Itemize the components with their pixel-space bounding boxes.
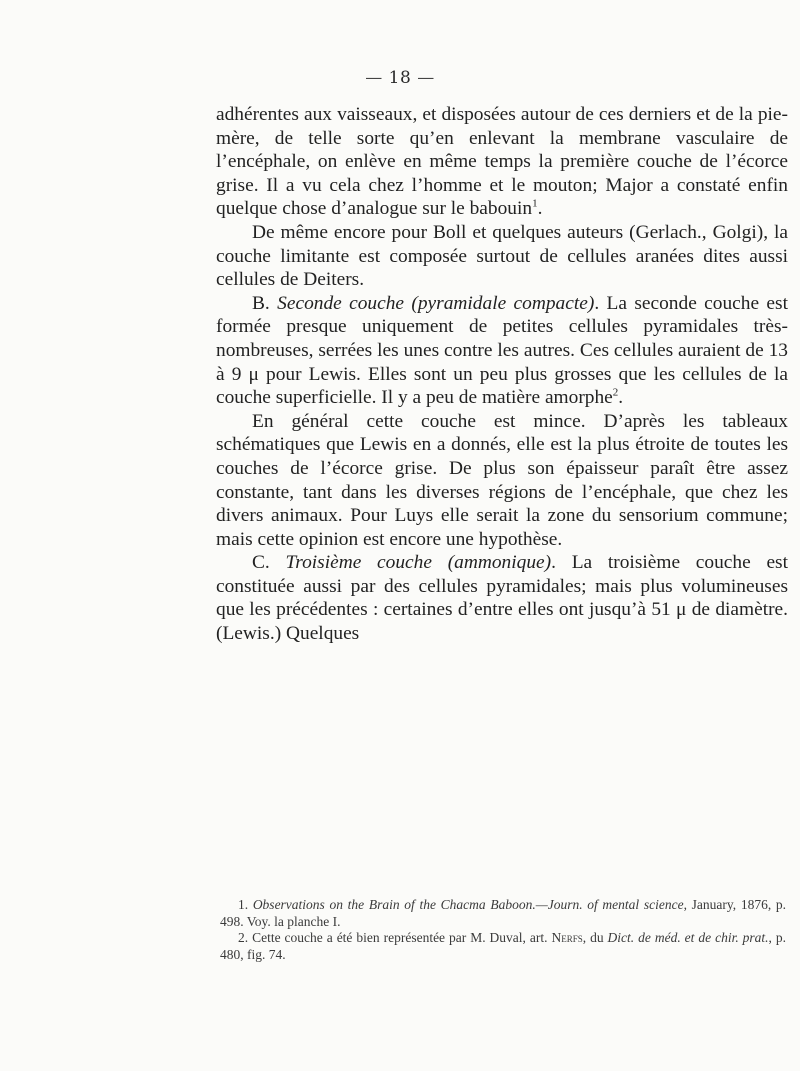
footnote-2-text-c: , p. 480, fig. 74. (220, 930, 787, 962)
footnote-2-dict-title: Dict. de méd. et de chir. prat. (607, 930, 769, 945)
section-b (216, 292, 788, 410)
section-c-text: . La troisième couche est constituée aussi par des cellules pyramidales; mais plus volumineuses que les précédentes : certaines d’entre elles ont jusqu’à 51 μ de diamètre. (Lewis.) Quelques (216, 552, 788, 645)
section-b-text: . La seconde couche est formée presque uniquement de petites cellules pyramidales très-nombreuses, serrées les unes contre les autres. Ces cellules auraient de 13 à 9 μ pour Lewis. Elles sont un peu plus grosses que les cellules de la couche superficielle. Il y a peu de matière amorphe (216, 292, 788, 409)
footnote-1-title: Observations on the Brain of the Chacma Baboon.—Journ. of mental science (252, 897, 684, 912)
paragraph-1-end: . (537, 198, 543, 220)
body-text (216, 103, 788, 646)
section-b-subtitle: (pyramidale compacte) (411, 292, 595, 314)
paragraph-2 (216, 221, 788, 292)
paragraph-4-text: En général cette couche est mince. D’après les tableaux schématiques que Lewis en a donnés, elle est la plus étroite de toutes les couches de l’écorce grise. De plus son épaisseur paraît être assez constante, tant dans les diverses régions de l’encéphale, que chez les divers animaux. Pour Luys elle serait la zone du sensorium commune; mais cette opinion est encore une hypothèse. (216, 410, 788, 550)
footnote-2-article: Nerfs (551, 930, 583, 945)
footnote-1-text: , January, 1876, p. 498. Voy. la planche I. (220, 897, 786, 929)
paragraph-2-text: De même encore pour Boll et quelques auteurs (Gerlach., Golgi), la couche limitante est composée surtout de cellules aranées dites aussi cellules de Deiters. (216, 221, 788, 291)
footnote-ref-1: 1 (532, 197, 538, 210)
paragraph-1 (216, 103, 788, 221)
page-number-dash-right: — (417, 68, 435, 88)
paragraph-4 (216, 410, 788, 552)
section-c-subtitle: (ammonique) (447, 552, 552, 574)
paragraph-1-text: adhérentes aux vaisseaux, et disposées autour de ces derniers et de la pie-mère, de telle sorte qu’en enlevant la membrane vasculaire de l’encéphale, on enlève en même temps la première couche de l’écorce grise. Il a vu cela chez l’homme et le mouton; Major a constaté enfin quelque chose d’analogue sur le babouin (216, 104, 788, 220)
footnotes (220, 897, 786, 963)
section-b-end: . (618, 387, 624, 409)
footnote-2-number: 2. (238, 930, 249, 945)
section-c (216, 551, 788, 645)
footnote-ref-2: 2 (612, 386, 619, 399)
section-b-label: B. (252, 292, 270, 314)
footnote-1 (220, 897, 786, 930)
footnote-2-text-b: , du (582, 930, 604, 945)
section-c-title: Troisième couche (285, 552, 432, 574)
footnote-1-number: 1. (238, 897, 249, 912)
page-number-value: 18 (388, 68, 412, 88)
section-c-label: C. (252, 552, 270, 574)
footnote-2-text-a: Cette couche a été bien représentée par M. Duval, art. (252, 930, 548, 945)
page-number (0, 68, 800, 88)
section-b-title: Seconde couche (277, 292, 405, 314)
footnote-2 (220, 930, 786, 963)
page-number-dash-left: — (365, 68, 383, 88)
